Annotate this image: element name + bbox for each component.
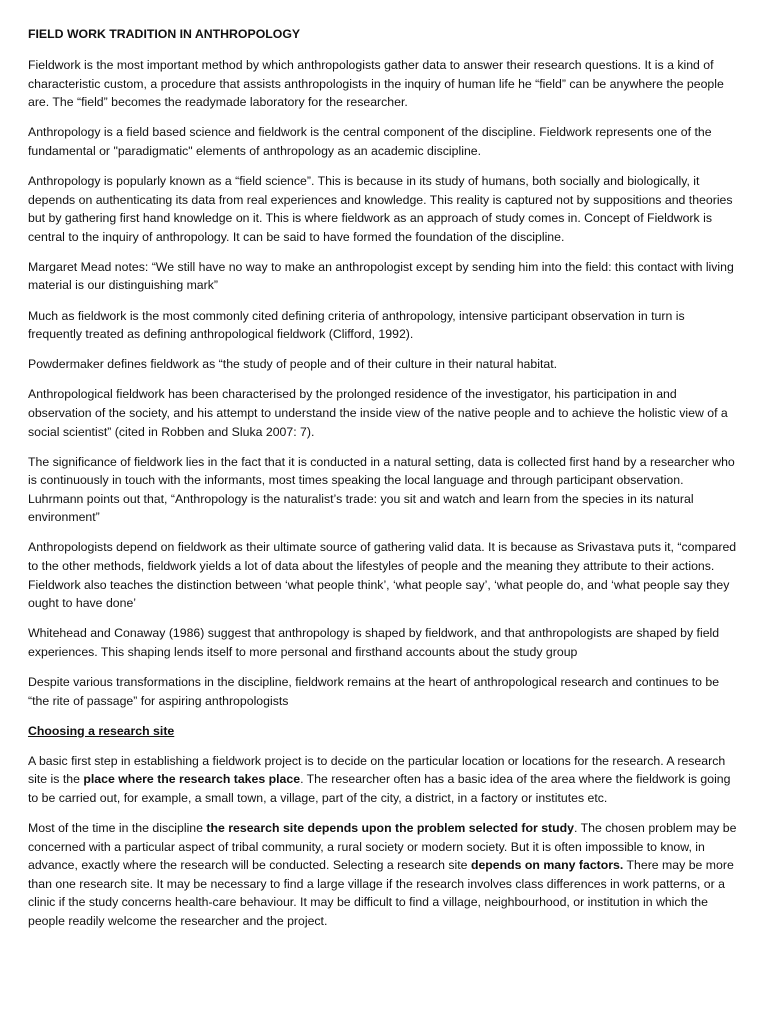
paragraph-field-science: Anthropology is popularly known as a “field science”. This is because in its study of humans, both socially and biologically, it depends on authenticating its data from real experiences and knowledge. This reality is captured not by suppositions and theories but by gathering first hand knowledge on it. This is where fieldwork as an approach of study comes in. Concept of Fieldwork is central to the inquiry of anthropology. It can be said to have formed the foundation of the discipline. xyxy=(28,173,733,244)
paragraph-rite-of-passage: Despite various transformations in the discipline, fieldwork remains at the heart of anthropological research and continues to be “the rite of passage” for aspiring anthropologists xyxy=(28,675,720,708)
paragraph-powdermaker: Powdermaker defines fieldwork as “the study of people and of their culture in their natural habitat. xyxy=(28,357,558,372)
paragraph-srivastava: Anthropologists depend on fieldwork as their ultimate source of gathering valid data. It is because as Srivastava puts it, “compared to the other methods, fieldwork yields a lot of data about the lifestyles of people and the meaning they attribute to their actions. Fieldwork also teaches the distinction between ‘what people think’, ‘what people say’, ‘what people do, and ‘what people say they ought to have done’ xyxy=(28,540,737,611)
paragraph-research-site-definition xyxy=(28,752,741,808)
bold-text: depends on many factors. xyxy=(470,858,624,873)
paragraph-fieldwork-definition: Fieldwork is the most important method by which anthropologists gather data to answer their research questions. It is a kind of characteristic custom, a procedure that assists anthropologists in the inquiry of human life he “field” can be anywhere the people are. The “field” becomes the readymade laboratory for the researcher. xyxy=(28,58,724,110)
bold-text: the research site depends upon the problem selected for study xyxy=(206,821,575,836)
text-run: There may be more than one research site. It may be necessary to find a large village if the research involves class differences in work patterns, or a clinic if the study concerns health-care behaviour. It may be difficult to find a village, neighbourhood, or institution in which the people readily welcome the researcher and the project. xyxy=(28,858,734,929)
paragraph-whitehead-conaway: Whitehead and Conaway (1986) suggest that anthropology is shaped by fieldwork, and that anthropologists are shaped by field experiences. This shaping lends itself to more personal and firsthand accounts about the study group xyxy=(28,626,720,659)
paragraph-significance: The significance of fieldwork lies in the fact that it is conducted in a natural setting, data is collected first hand by a researcher who is continuously in touch with the informants, most times speaking the local language and through participant observation. Luhrmann points out that, “Anthropology is the naturalist’s trade: you sit and watch and learn from the species in its natural environment” xyxy=(28,454,735,525)
text-run: . The chosen problem may be concerned with a particular aspect of tribal community, a rural society or modern society. But it is often impossible to know, in advance, exactly where the research will be conducted. Selecting a research site xyxy=(28,821,737,873)
paragraph-margaret-mead: Margaret Mead notes: “We still have no way to make an anthropologist except by sending him into the field: this contact with living material is our distinguishing mark” xyxy=(28,259,734,293)
paragraph-research-site-selection xyxy=(28,819,741,931)
text-run: . The researcher often has a basic idea of the area where the fieldwork is going to be carried out, for example, a small town, a village, part of the city, a district, in a factory or institutes etc. xyxy=(28,772,731,805)
paragraph-field-based-science: Anthropology is a field based science and fieldwork is the central component of the discipline. Fieldwork represents one of the fundamental or "paradigmatic" elements of anthropology as an academic discipline. xyxy=(28,125,712,158)
text-run: Most of the time in the discipline xyxy=(28,821,207,836)
paragraph-prolonged-residence: Anthropological fieldwork has been characterised by the prolonged residence of the investigator, his participation in and observation of the society, and his attempt to understand the inside view of the native people and to achieve the holistic view of a social scientist” (cited in Robben and Sluka 2007: 7). xyxy=(28,387,728,439)
text-run: A basic first step in establishing a fieldwork project is to decide on the particular location or locations for the research. A research site is the xyxy=(28,753,726,787)
section-heading: Choosing a research site xyxy=(28,723,175,738)
paragraph-participant-observation: Much as fieldwork is the most commonly cited defining criteria of anthropology, intensive participant observation in turn is frequently treated as defining anthropological fieldwork (Clifford, 1992). xyxy=(28,308,685,342)
bold-text: place where the research takes place xyxy=(83,772,301,787)
document-title: FIELD WORK TRADITION IN ANTHROPOLOGY xyxy=(28,27,301,41)
